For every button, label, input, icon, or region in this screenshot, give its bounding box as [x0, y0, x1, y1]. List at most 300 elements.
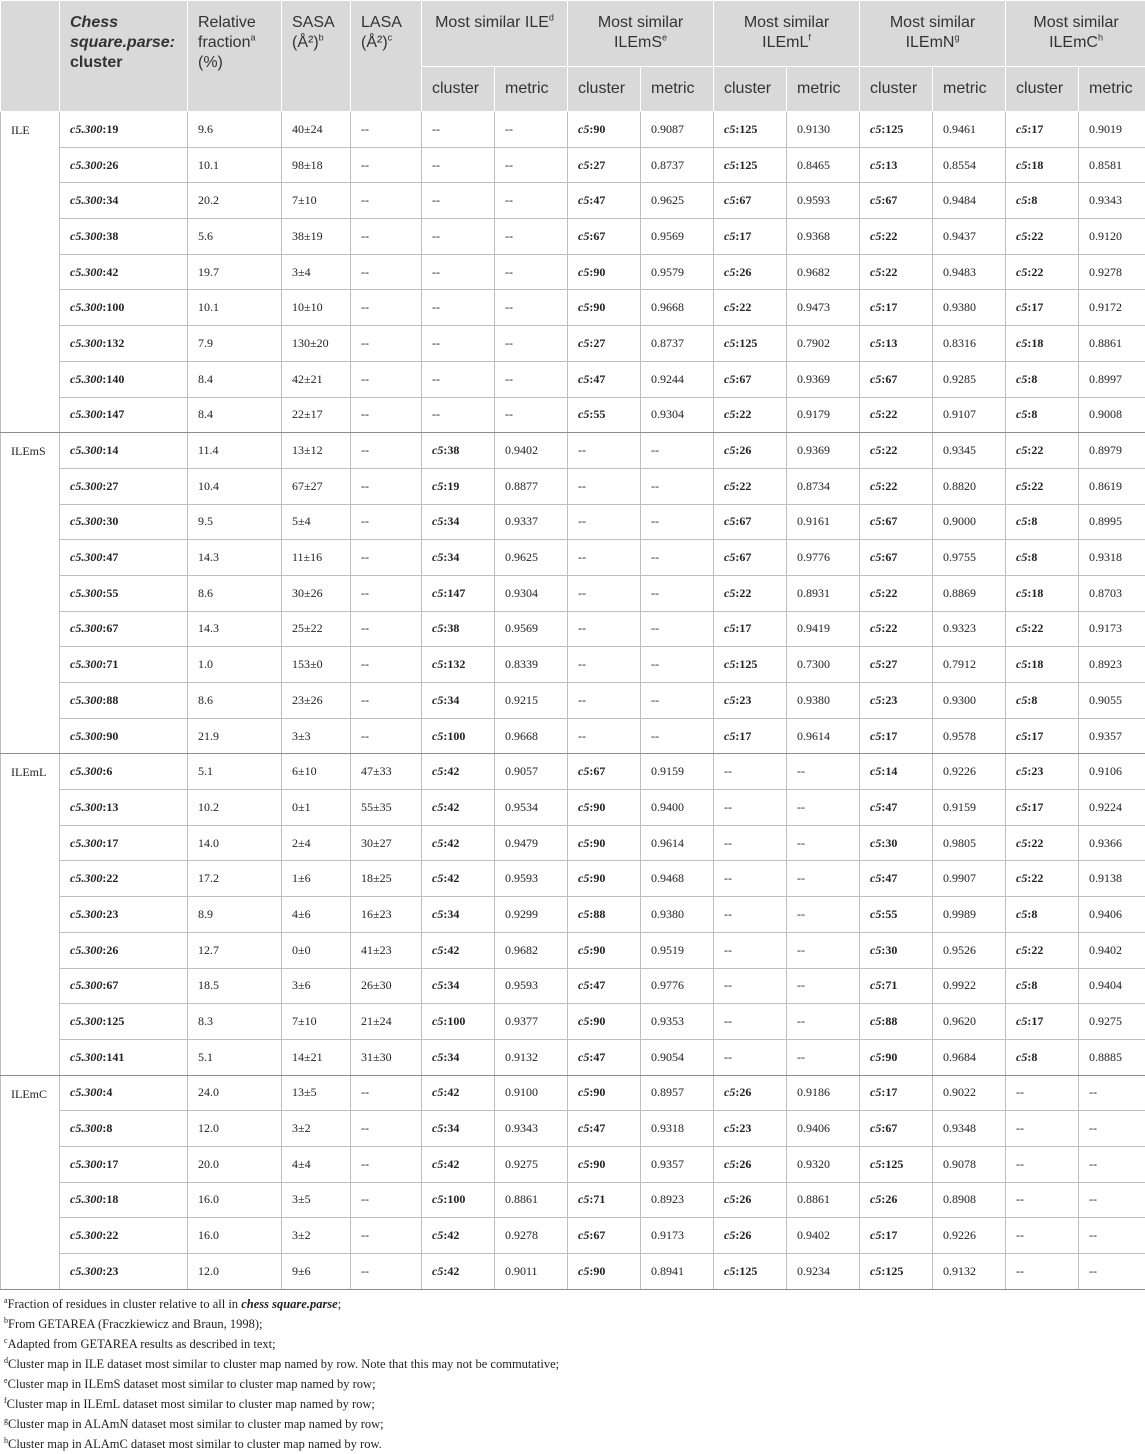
metric-cell: 0.9684 [933, 1039, 1006, 1075]
metric-cell: 0.9406 [1079, 897, 1145, 933]
table-row [1, 290, 1145, 326]
metric-cell: 0.8885 [1079, 1039, 1145, 1075]
lasa-cell: -- [351, 1254, 422, 1290]
lasa-cell: -- [351, 1182, 422, 1218]
cluster-ref-cell: c5:17 [860, 1075, 933, 1111]
metric-cell: 0.9130 [787, 112, 860, 148]
cluster-cell: c5.300:27 [60, 468, 188, 504]
metric-cell: 0.8931 [787, 575, 860, 611]
header-group-sup: g [954, 33, 959, 43]
metric-cell: 0.9668 [495, 718, 568, 754]
cluster-cell: c5.300:22 [60, 1218, 188, 1254]
sasa-cell: 0±0 [282, 932, 351, 968]
table-row [1, 147, 1145, 183]
metric-cell: -- [641, 575, 714, 611]
cluster-ref-cell: c5:90 [568, 290, 641, 326]
cluster-ref-cell: c5:90 [568, 1146, 641, 1182]
sasa-cell: 3±3 [282, 718, 351, 754]
cluster-ref-cell: c5:22 [714, 397, 787, 433]
cluster-ref-cell: c5:67 [860, 504, 933, 540]
header-lasa-sup: c [388, 33, 393, 43]
cluster-ref-cell: -- [1006, 1182, 1079, 1218]
table-row [1, 611, 1145, 647]
cluster-ref-cell: -- [1006, 1111, 1079, 1147]
cluster-cell: c5.300:17 [60, 1146, 188, 1182]
footnote-tail: ; [338, 1297, 341, 1311]
lasa-cell: -- [351, 1111, 422, 1147]
cluster-cell: c5.300:4 [60, 1075, 188, 1111]
cluster-ref-cell: c5:71 [860, 968, 933, 1004]
cluster-ref-cell: c5:17 [860, 1218, 933, 1254]
cluster-ref-cell: c5:90 [860, 1039, 933, 1075]
cluster-ref-cell: c5:14 [860, 754, 933, 790]
footnote [4, 1294, 1145, 1314]
metric-cell: 0.9107 [933, 397, 1006, 433]
header-group-label: Most similar ILE [435, 14, 549, 31]
cluster-ref-cell: c5:22 [1006, 825, 1079, 861]
relative-fraction-cell: 5.1 [188, 1039, 282, 1075]
metric-cell: 0.9569 [495, 611, 568, 647]
cluster-ref-cell: c5:22 [1006, 611, 1079, 647]
cluster-cell: c5.300:38 [60, 219, 188, 255]
table-row [1, 326, 1145, 362]
relative-fraction-cell: 11.4 [188, 433, 282, 469]
cluster-ref-cell: -- [422, 397, 495, 433]
relative-fraction-cell: 8.4 [188, 361, 282, 397]
metric-cell: 0.9776 [787, 540, 860, 576]
cluster-ref-cell: c5:67 [568, 219, 641, 255]
header-group-ileml [714, 1, 860, 67]
footnote [4, 1414, 1145, 1434]
metric-cell: -- [495, 112, 568, 148]
metric-cell: 0.9087 [641, 112, 714, 148]
relative-fraction-cell: 10.4 [188, 468, 282, 504]
cluster-cell: c5.300:23 [60, 1254, 188, 1290]
metric-cell: -- [787, 790, 860, 826]
metric-cell: 0.9244 [641, 361, 714, 397]
relative-fraction-cell: 8.4 [188, 397, 282, 433]
cluster-ref-cell: c5:22 [714, 575, 787, 611]
header-lasa-unit: (Å²) [361, 34, 388, 51]
header-group-ilems [568, 1, 714, 67]
header-cluster-line3: cluster [70, 54, 122, 71]
metric-cell: 0.8995 [1079, 504, 1145, 540]
metric-cell: -- [641, 647, 714, 683]
cluster-cell: c5.300:22 [60, 861, 188, 897]
cluster-ref-cell: c5:38 [422, 611, 495, 647]
metric-cell: 0.9106 [1079, 754, 1145, 790]
metric-cell: 0.9234 [787, 1254, 860, 1290]
metric-cell: 0.9323 [933, 611, 1006, 647]
metric-cell: 0.9226 [933, 1218, 1006, 1254]
cluster-ref-cell: c5:90 [568, 825, 641, 861]
table-row [1, 397, 1145, 433]
header-relative-sup: a [250, 33, 255, 43]
cluster-ref-cell: -- [568, 575, 641, 611]
metric-cell: 0.8737 [641, 326, 714, 362]
metric-cell: 0.9369 [787, 361, 860, 397]
cluster-ref-cell: c5:47 [568, 968, 641, 1004]
footnote-text: Cluster map in ILE dataset most similar to cluster map named by row. Note that this may not be commutative; [8, 1357, 559, 1371]
metric-cell: 0.9402 [787, 1218, 860, 1254]
relative-fraction-cell: 8.9 [188, 897, 282, 933]
cluster-ref-cell: c5:23 [1006, 754, 1079, 790]
cluster-ref-cell: -- [422, 147, 495, 183]
metric-cell: 0.9215 [495, 683, 568, 719]
relative-fraction-cell: 5.6 [188, 219, 282, 255]
metric-cell: 0.9172 [1079, 290, 1145, 326]
cluster-ref-cell: c5:23 [714, 683, 787, 719]
cluster-cell: c5.300:17 [60, 825, 188, 861]
cluster-ref-cell: c5:90 [568, 1075, 641, 1111]
cluster-ref-cell: -- [714, 825, 787, 861]
lasa-cell: -- [351, 361, 422, 397]
cluster-ref-cell: c5:8 [1006, 183, 1079, 219]
subheader-metric: metric [641, 67, 714, 112]
footnote-text: Cluster map in ALAmC dataset most similar to cluster map named by row. [8, 1437, 382, 1451]
cluster-ref-cell: -- [422, 326, 495, 362]
cluster-ref-cell: c5:30 [860, 825, 933, 861]
cluster-ref-cell: c5:132 [422, 647, 495, 683]
metric-cell: 0.8861 [1079, 326, 1145, 362]
table-row [1, 932, 1145, 968]
metric-cell: 0.9055 [1079, 683, 1145, 719]
cluster-ref-cell: -- [568, 433, 641, 469]
metric-cell: 0.9337 [495, 504, 568, 540]
cluster-ref-cell: c5:26 [714, 1182, 787, 1218]
sasa-cell: 6±10 [282, 754, 351, 790]
metric-cell: 0.9022 [933, 1075, 1006, 1111]
cluster-ref-cell: c5:26 [714, 1218, 787, 1254]
cluster-ref-cell: c5:27 [860, 647, 933, 683]
header-group-ile [422, 1, 568, 67]
header-dataset [1, 1, 60, 112]
cluster-ref-cell: -- [714, 968, 787, 1004]
cluster-ref-cell: -- [714, 861, 787, 897]
metric-cell: 0.9989 [933, 897, 1006, 933]
lasa-cell: -- [351, 683, 422, 719]
metric-cell: 0.9805 [933, 825, 1006, 861]
table-row [1, 1146, 1145, 1182]
sasa-cell: 11±16 [282, 540, 351, 576]
cluster-ref-cell: c5:42 [422, 932, 495, 968]
cluster-ref-cell: c5:18 [1006, 147, 1079, 183]
lasa-cell: -- [351, 290, 422, 326]
metric-cell: 0.9579 [641, 254, 714, 290]
metric-cell: 0.8861 [787, 1182, 860, 1218]
cluster-ref-cell: c5:17 [1006, 112, 1079, 148]
table-row [1, 1182, 1145, 1218]
header-group-sup: e [662, 33, 667, 43]
header-group-ilemc [1006, 1, 1145, 67]
footnote [4, 1374, 1145, 1394]
cluster-ref-cell: c5:22 [1006, 254, 1079, 290]
cluster-ref-cell: c5:13 [860, 326, 933, 362]
lasa-cell: -- [351, 1218, 422, 1254]
metric-cell: 0.8703 [1079, 575, 1145, 611]
header-cluster-line2: square.parse: [70, 34, 175, 51]
cluster-ref-cell: c5:17 [1006, 1004, 1079, 1040]
cluster-ref-cell: c5:125 [860, 112, 933, 148]
relative-fraction-cell: 5.1 [188, 754, 282, 790]
sasa-cell: 3±2 [282, 1218, 351, 1254]
cluster-ref-cell: -- [714, 790, 787, 826]
lasa-cell: 16±23 [351, 897, 422, 933]
cluster-ref-cell: c5:42 [422, 1146, 495, 1182]
footnote [4, 1334, 1145, 1354]
footnote-text: Cluster map in ILEmL dataset most similar to cluster map named by row; [7, 1397, 375, 1411]
metric-cell: -- [641, 683, 714, 719]
metric-cell: 0.8861 [495, 1182, 568, 1218]
cluster-cell: c5.300:90 [60, 718, 188, 754]
sasa-cell: 0±1 [282, 790, 351, 826]
lasa-cell: 21±24 [351, 1004, 422, 1040]
table-row [1, 790, 1145, 826]
subheader-cluster: cluster [1006, 67, 1079, 112]
cluster-cell: c5.300:100 [60, 290, 188, 326]
cluster-ref-cell: c5:34 [422, 968, 495, 1004]
cluster-ref-cell: -- [714, 1004, 787, 1040]
sasa-cell: 9±6 [282, 1254, 351, 1290]
header-group-ilemn [860, 1, 1006, 67]
header-group-label: Most similar ILEmC [1033, 14, 1118, 51]
cluster-ref-cell: -- [422, 361, 495, 397]
subheader-metric: metric [495, 67, 568, 112]
metric-cell: -- [1079, 1111, 1145, 1147]
metric-cell: 0.9922 [933, 968, 1006, 1004]
relative-fraction-cell: 21.9 [188, 718, 282, 754]
cluster-ref-cell: c5:34 [422, 1111, 495, 1147]
cluster-ref-cell: -- [1006, 1075, 1079, 1111]
metric-cell: -- [641, 433, 714, 469]
cluster-ref-cell: -- [1006, 1218, 1079, 1254]
metric-cell: 0.9776 [641, 968, 714, 1004]
header-group-label: Most similar ILEmL [744, 14, 829, 51]
cluster-ref-cell: c5:125 [860, 1146, 933, 1182]
metric-cell: 0.9054 [641, 1039, 714, 1075]
metric-cell: 0.9625 [641, 183, 714, 219]
subheader-cluster: cluster [714, 67, 787, 112]
metric-cell: 0.9173 [1079, 611, 1145, 647]
cluster-ref-cell: c5:27 [568, 147, 641, 183]
sasa-cell: 3±6 [282, 968, 351, 1004]
metric-cell: 0.9100 [495, 1075, 568, 1111]
cluster-cell: c5.300:132 [60, 326, 188, 362]
metric-cell: 0.9419 [787, 611, 860, 647]
metric-cell: 0.9682 [787, 254, 860, 290]
relative-fraction-cell: 10.1 [188, 147, 282, 183]
metric-cell: 0.9473 [787, 290, 860, 326]
cluster-ref-cell: c5:22 [860, 254, 933, 290]
cluster-ref-cell: -- [714, 932, 787, 968]
cluster-ref-cell: c5:17 [860, 290, 933, 326]
cluster-ref-cell: c5:90 [568, 112, 641, 148]
subheader-cluster: cluster [568, 67, 641, 112]
sasa-cell: 3±4 [282, 254, 351, 290]
table-row [1, 575, 1145, 611]
header-group-sup: f [808, 33, 811, 43]
sasa-cell: 13±5 [282, 1075, 351, 1111]
metric-cell: 0.9593 [787, 183, 860, 219]
cluster-ref-cell: c5:17 [860, 718, 933, 754]
metric-cell: 0.9357 [1079, 718, 1145, 754]
cluster-ref-cell: c5:22 [1006, 468, 1079, 504]
cluster-ref-cell: c5:17 [714, 718, 787, 754]
cluster-ref-cell: c5:22 [860, 397, 933, 433]
table-row [1, 968, 1145, 1004]
lasa-cell: -- [351, 219, 422, 255]
metric-cell: 0.9304 [495, 575, 568, 611]
cluster-ref-cell: -- [422, 290, 495, 326]
relative-fraction-cell: 17.2 [188, 861, 282, 897]
cluster-ref-cell: c5:47 [568, 183, 641, 219]
metric-cell: 0.9400 [641, 790, 714, 826]
lasa-cell: -- [351, 397, 422, 433]
metric-cell: 0.9132 [495, 1039, 568, 1075]
metric-cell: 0.8554 [933, 147, 1006, 183]
cluster-ref-cell: c5:125 [860, 1254, 933, 1290]
table-row [1, 504, 1145, 540]
metric-cell: 0.8997 [1079, 361, 1145, 397]
cluster-ref-cell: -- [568, 540, 641, 576]
metric-cell: 0.7912 [933, 647, 1006, 683]
metric-cell: -- [1079, 1146, 1145, 1182]
lasa-cell: -- [351, 611, 422, 647]
cluster-ref-cell: -- [568, 718, 641, 754]
footnote-marker: g [4, 1416, 8, 1425]
table-row [1, 468, 1145, 504]
metric-cell: 0.9278 [1079, 254, 1145, 290]
table-row [1, 540, 1145, 576]
sasa-cell: 98±18 [282, 147, 351, 183]
cluster-ref-cell: c5:23 [714, 1111, 787, 1147]
subheader-metric: metric [933, 67, 1006, 112]
header-sasa-sup: b [319, 33, 324, 43]
footnote-text: From GETAREA (Fraczkiewicz and Braun, 1998); [8, 1317, 263, 1331]
cluster-ref-cell: c5:17 [1006, 790, 1079, 826]
dataset-label: ILE [1, 112, 60, 433]
relative-fraction-cell: 12.0 [188, 1111, 282, 1147]
table-row [1, 1111, 1145, 1147]
cluster-ref-cell: c5:88 [860, 1004, 933, 1040]
dataset-label: ILEmS [1, 433, 60, 754]
metric-cell: -- [787, 968, 860, 1004]
cluster-cell: c5.300:6 [60, 754, 188, 790]
sasa-cell: 130±20 [282, 326, 351, 362]
footnote [4, 1394, 1145, 1414]
cluster-ref-cell: c5:88 [568, 897, 641, 933]
cluster-ref-cell: c5:27 [568, 326, 641, 362]
cluster-ref-cell: c5:34 [422, 504, 495, 540]
footnote-emphasis: chess square.parse [241, 1297, 338, 1311]
metric-cell: 0.9348 [933, 1111, 1006, 1147]
cluster-ref-cell: c5:23 [860, 683, 933, 719]
table-row [1, 718, 1145, 754]
metric-cell: 0.9343 [1079, 183, 1145, 219]
cluster-ref-cell: c5:34 [422, 540, 495, 576]
sasa-cell: 25±22 [282, 611, 351, 647]
cluster-ref-cell: c5:22 [714, 290, 787, 326]
relative-fraction-cell: 1.0 [188, 647, 282, 683]
metric-cell: 0.8820 [933, 468, 1006, 504]
sasa-cell: 2±4 [282, 825, 351, 861]
metric-cell: 0.9614 [641, 825, 714, 861]
cluster-cell: c5.300:18 [60, 1182, 188, 1218]
metric-cell: 0.8923 [641, 1182, 714, 1218]
cluster-ref-cell: c5:30 [860, 932, 933, 968]
metric-cell: 0.9620 [933, 1004, 1006, 1040]
metric-cell: -- [641, 540, 714, 576]
cluster-cell: c5.300:19 [60, 112, 188, 148]
sasa-cell: 5±4 [282, 504, 351, 540]
table-row [1, 1004, 1145, 1040]
cluster-ref-cell: c5:17 [714, 611, 787, 647]
sasa-cell: 38±19 [282, 219, 351, 255]
lasa-cell: 55±35 [351, 790, 422, 826]
footnotes [0, 1290, 1145, 1454]
metric-cell: 0.9186 [787, 1075, 860, 1111]
cluster-ref-cell: -- [422, 254, 495, 290]
header-lasa-label: LASA [361, 14, 402, 31]
cluster-ref-cell: c5:47 [860, 790, 933, 826]
metric-cell: 0.9569 [641, 219, 714, 255]
header-relative-unit: (%) [198, 54, 223, 71]
metric-cell: 0.9437 [933, 219, 1006, 255]
cluster-ref-cell: c5:26 [714, 254, 787, 290]
sasa-cell: 13±12 [282, 433, 351, 469]
cluster-ref-cell: c5:42 [422, 861, 495, 897]
metric-cell: 0.8957 [641, 1075, 714, 1111]
metric-cell: 0.9343 [495, 1111, 568, 1147]
metric-cell: -- [1079, 1254, 1145, 1290]
cluster-ref-cell: c5:47 [568, 1039, 641, 1075]
metric-cell: 0.9275 [495, 1146, 568, 1182]
metric-cell: -- [495, 290, 568, 326]
cluster-ref-cell: -- [714, 897, 787, 933]
lasa-cell: -- [351, 112, 422, 148]
table-row [1, 683, 1145, 719]
relative-fraction-cell: 20.2 [188, 183, 282, 219]
metric-cell: 0.9173 [641, 1218, 714, 1254]
metric-cell: 0.7902 [787, 326, 860, 362]
metric-cell: 0.9526 [933, 932, 1006, 968]
relative-fraction-cell: 7.9 [188, 326, 282, 362]
cluster-ref-cell: c5:67 [860, 361, 933, 397]
metric-cell: 0.7300 [787, 647, 860, 683]
header-group-sup: d [549, 13, 554, 23]
metric-cell: 0.8734 [787, 468, 860, 504]
lasa-cell: -- [351, 718, 422, 754]
sasa-cell: 23±26 [282, 683, 351, 719]
table-row [1, 112, 1145, 148]
cluster-ref-cell: c5:90 [568, 790, 641, 826]
sasa-cell: 153±0 [282, 647, 351, 683]
cluster-cell: c5.300:47 [60, 540, 188, 576]
header-cluster-line1: Chess [70, 14, 118, 31]
footnote-marker: f [4, 1396, 7, 1405]
header-sasa [282, 1, 351, 112]
metric-cell: 0.9299 [495, 897, 568, 933]
metric-cell: 0.9366 [1079, 825, 1145, 861]
relative-fraction-cell: 8.6 [188, 683, 282, 719]
relative-fraction-cell: 10.1 [188, 290, 282, 326]
metric-cell: 0.9479 [495, 825, 568, 861]
metric-cell: -- [495, 326, 568, 362]
cluster-ref-cell: c5:22 [860, 611, 933, 647]
cluster-ref-cell: c5:22 [1006, 932, 1079, 968]
footnote-marker: e [4, 1376, 8, 1385]
subheader-metric: metric [1079, 67, 1145, 112]
